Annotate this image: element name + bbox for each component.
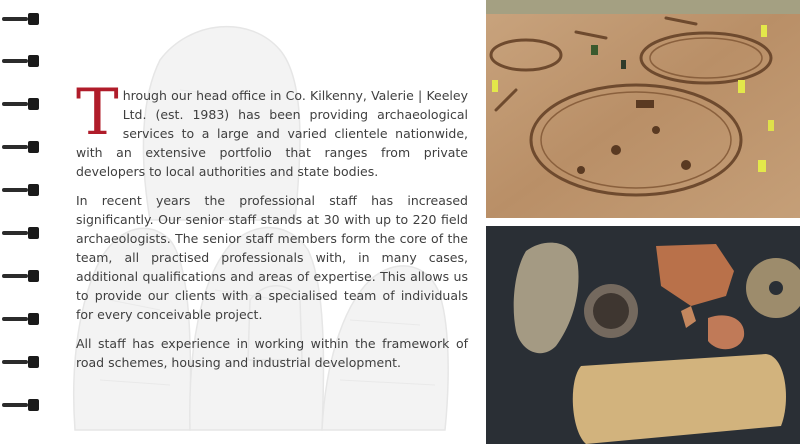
binding-ring [2, 98, 42, 110]
paragraph-intro [76, 76, 468, 181]
binding-ring [2, 313, 42, 325]
drop-cap: T [76, 76, 119, 150]
paragraph-staff: In recent years the professional staff has increased significantly. Our senior staff stands at 30 with up to 220 field archaeologists. The senior staff members form the core of the team, all practised professionals with, in many cases, additional qualifications and areas of expertise. This allows us to provide our clients with a specialised team of individuals for every conceivable project. [76, 193, 468, 322]
binding-ring [2, 141, 42, 153]
paragraph-experience: All staff has experience in working within the framework of road schemes, housing and industrial development. [76, 336, 468, 370]
binding-ring [2, 55, 42, 67]
binding-ring [2, 356, 42, 368]
binding-ring [2, 227, 42, 239]
binding-ring [2, 184, 42, 196]
binding-ring [2, 399, 42, 411]
paragraph-intro-text: hrough our head office in Co. Kilkenny, Valerie | Keeley Ltd. (est. 1983) has been providing archaeological services to a large and varied clientele nationwide, with an extensive portfolio that ranges from private developers to local authorities and state bodies. [76, 88, 468, 179]
stone-artifacts-photo [486, 226, 800, 444]
excavation-site-photo [486, 0, 800, 218]
binding-ring [2, 270, 42, 282]
body-text [76, 76, 468, 382]
binding-ring [2, 13, 42, 25]
